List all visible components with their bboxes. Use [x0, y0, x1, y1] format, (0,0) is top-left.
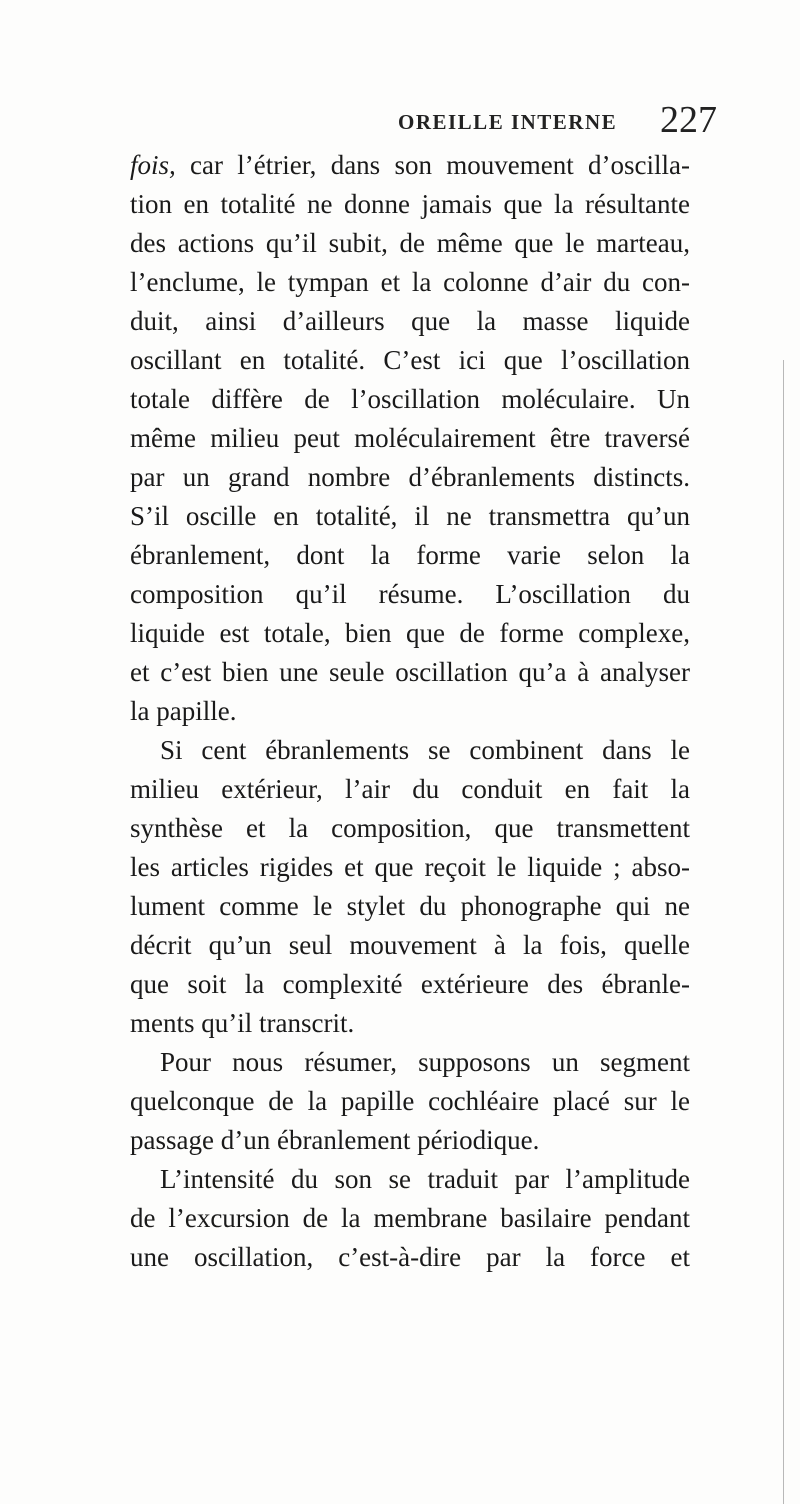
text-line: décrit qu’un seul mouvement à la fois, quelle [130, 930, 690, 960]
text-line: composition qu’il résume. L’oscillation du [130, 579, 690, 609]
text-line-paragraph-end: ments qu’il transcrit. [130, 1008, 355, 1038]
text-line: duit, ainsi d’ailleurs que la masse liquide [130, 306, 690, 336]
text-line: quelconque de la papille cochléaire placé sur le [130, 1086, 690, 1116]
text-line: par un grand nombre d’ébranlements distincts. [130, 462, 690, 492]
text-line-first-word: fois, [130, 150, 176, 180]
text-line: synthèse et la composition, que transmettent [130, 813, 690, 843]
text-line: totale diffère de l’oscillation moléculaire. Un [130, 384, 690, 414]
text-line: une oscillation, c’est-à-dire par la force et [130, 1242, 690, 1272]
text-line: liquide est totale, bien que de forme complexe, [130, 618, 690, 648]
text-line: l’enclume, le tympan et la colonne d’air du con- [130, 267, 690, 297]
page-number: 227 [660, 99, 717, 141]
text-line-paragraph-end: passage d’un ébranlement périodique. [130, 1125, 540, 1155]
body-text [130, 146, 690, 1277]
text-line: de l’excursion de la membrane basilaire pendant [130, 1203, 690, 1233]
text-line-paragraph-end: la papille. [130, 696, 237, 726]
text-line: S’il oscille en totalité, il ne transmettra qu’un [130, 501, 690, 531]
text-line [130, 146, 690, 185]
text-line: milieu extérieur, l’air du conduit en fait la [130, 774, 690, 804]
text-line: ébranlement, dont la forme varie selon la [130, 540, 690, 570]
text-line-rest: car l’étrier, dans son mouvement d’oscilla- [175, 150, 690, 180]
page-edge-line [783, 360, 784, 1504]
text-line: que soit la complexité extérieure des ébranle- [130, 969, 690, 999]
text-line: les articles rigides et que reçoit le liquide ; abso- [130, 852, 690, 882]
text-line: tion en totalité ne donne jamais que la résultante [130, 189, 690, 219]
text-line: oscillant en totalité. C’est ici que l’oscillation [130, 345, 690, 375]
text-line: même milieu peut moléculairement être traversé [130, 423, 690, 453]
text-line-paragraph-start: Si cent ébranlements se combinent dans le [160, 735, 690, 765]
text-line: des actions qu’il subit, de même que le marteau, [130, 228, 690, 258]
chapter-title: OREILLE INTERNE [398, 110, 618, 134]
text-line-paragraph-start: L’intensité du son se traduit par l’amplitude [160, 1164, 690, 1194]
text-line: lument comme le stylet du phonographe qui ne [130, 891, 690, 921]
text-line-paragraph-start: Pour nous résumer, supposons un segment [160, 1047, 690, 1077]
text-line: et c’est bien une seule oscillation qu’a à analyser [130, 657, 690, 687]
